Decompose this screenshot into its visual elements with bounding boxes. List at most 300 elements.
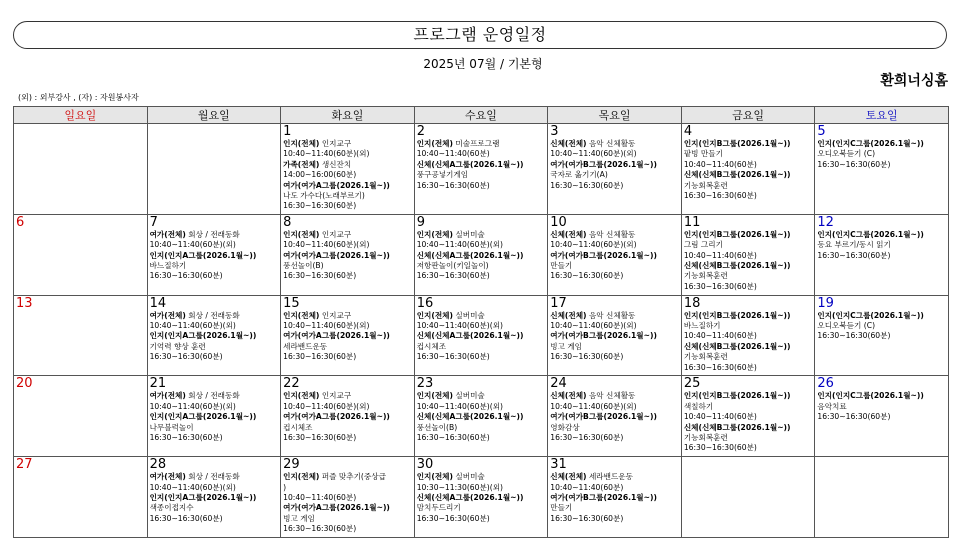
event-program-name: 생신잔치 xyxy=(321,159,352,169)
event-line xyxy=(417,391,546,401)
event-detail: 16:30~16:30(60분) xyxy=(683,281,757,291)
event-line xyxy=(684,433,813,443)
event-line xyxy=(550,342,679,352)
event-line xyxy=(283,240,412,250)
event-detail: 16:30~16:30(60분) xyxy=(283,352,357,362)
event-detail: 14:00~16:00(60분) xyxy=(283,170,357,180)
event-detail: 16:30~16:30(60분) xyxy=(817,250,891,260)
event-line xyxy=(283,191,412,201)
event-line xyxy=(550,391,679,401)
event-line xyxy=(283,503,412,513)
event-category: 신체(전체) xyxy=(550,472,587,482)
event-category: 여가(전체) xyxy=(149,391,186,401)
event-category: 인지(인지B그룹(2026.1월~)) xyxy=(683,229,791,239)
calendar-table xyxy=(13,106,949,538)
event-detail: 풍선놀이(B) xyxy=(416,422,458,432)
event-detail: 16:30~16:30(60분) xyxy=(550,432,624,442)
event-line xyxy=(150,402,279,412)
event-line xyxy=(283,149,412,159)
event-category: 인지(전체) xyxy=(283,310,320,320)
event-program-name: 퍼즐 맞추기(중상급 xyxy=(321,472,386,482)
calendar-day-cell xyxy=(548,376,682,457)
event-detail: 빙고 게임 xyxy=(283,513,315,523)
event-program-name: 회상 / 전래동화 xyxy=(188,310,240,320)
event-line xyxy=(550,149,679,159)
event-line xyxy=(150,311,279,321)
event-category: 신체(신체B그룹(2026.1월~)) xyxy=(683,341,791,351)
event-line xyxy=(550,472,679,482)
event-line xyxy=(283,230,412,240)
event-detail: 컵시체조 xyxy=(283,422,313,432)
event-category: 여가(전체) xyxy=(149,472,186,482)
day-number: 23 xyxy=(416,376,434,392)
event-line xyxy=(417,342,546,352)
event-detail: 10:40~11:40(60분)(외) xyxy=(416,240,504,250)
event-line xyxy=(283,160,412,170)
event-program-name: 세라밴드운동 xyxy=(588,472,633,482)
event-detail: 16:30~16:30(60분) xyxy=(683,191,757,201)
event-line xyxy=(684,139,813,149)
event-line xyxy=(550,503,679,513)
event-line xyxy=(550,181,679,191)
weekday-header-tue: 화요일 xyxy=(281,107,415,124)
event-line xyxy=(684,170,813,180)
schedule-subtitle: 2025년 07월 / 기본형 xyxy=(423,57,543,71)
event-line xyxy=(283,261,412,271)
event-line xyxy=(550,433,679,443)
event-detail: 16:30~16:30(60분) xyxy=(817,159,891,169)
event-program-name: 음악 신체활동 xyxy=(588,310,636,320)
calendar-day-cell xyxy=(548,214,682,295)
event-category: 여가(여가A그룹(2026.1월~)) xyxy=(283,503,390,513)
event-line xyxy=(817,331,946,341)
day-number: 8 xyxy=(283,214,292,230)
event-detail: 16:30~16:30(60분) xyxy=(149,513,223,523)
event-line xyxy=(283,391,412,401)
event-line xyxy=(684,149,813,159)
calendar-day-cell xyxy=(147,295,281,376)
event-line xyxy=(283,170,412,180)
event-detail: 10:40~11:40(60분)(외) xyxy=(149,320,236,330)
event-line xyxy=(283,352,412,362)
calendar-day-cell xyxy=(681,295,815,376)
day-number: 18 xyxy=(683,295,701,311)
day-number: 3 xyxy=(550,124,559,139)
event-line xyxy=(550,483,679,493)
event-category: 인지(전체) xyxy=(416,139,453,148)
event-detail: 16:30~16:30(60분) xyxy=(550,180,624,190)
event-line xyxy=(550,412,679,422)
event-line xyxy=(684,342,813,352)
event-line xyxy=(684,251,813,261)
event-line xyxy=(283,181,412,191)
calendar-day-cell xyxy=(414,214,548,295)
event-line xyxy=(283,342,412,352)
event-program-name: 인지교구 xyxy=(321,229,352,239)
day-number: 26 xyxy=(817,376,834,392)
day-number: 22 xyxy=(283,376,300,392)
day-number: 30 xyxy=(416,457,434,473)
event-category: 여가(여가B그룹(2026.1월~)) xyxy=(550,159,657,169)
event-line xyxy=(283,321,412,331)
calendar-day-cell xyxy=(14,295,148,376)
event-detail: 16:30~16:30(60분) xyxy=(283,271,357,281)
event-line xyxy=(283,493,412,503)
calendar-day-cell xyxy=(815,376,949,457)
event-detail: 16:30~16:30(60분) xyxy=(283,201,357,211)
event-line xyxy=(283,271,412,281)
event-line xyxy=(150,331,279,341)
event-category: 인지(전체) xyxy=(416,229,453,239)
event-category: 인지(인지A그룹(2026.1월~)) xyxy=(149,331,257,341)
calendar-day-cell xyxy=(548,457,682,538)
event-line xyxy=(150,391,279,401)
event-line xyxy=(817,412,946,422)
event-line xyxy=(817,149,946,159)
event-line xyxy=(417,149,546,159)
event-line xyxy=(283,251,412,261)
calendar-day-cell xyxy=(414,295,548,376)
event-detail: 10:40~11:40(60분)(외) xyxy=(550,149,637,159)
event-line xyxy=(417,423,546,433)
event-line xyxy=(417,251,546,261)
event-detail: 16:30~16:30(60분) xyxy=(149,271,223,281)
calendar-day-cell xyxy=(681,457,815,538)
event-line xyxy=(684,402,813,412)
event-line xyxy=(817,251,946,261)
event-detail: 세라밴드운동 xyxy=(283,341,328,351)
event-category: 신체(신체A그룹(2026.1월~)) xyxy=(416,412,524,422)
calendar-day-cell xyxy=(147,214,281,295)
event-category: 인지(인지B그룹(2026.1월~)) xyxy=(683,310,791,320)
day-number: 6 xyxy=(16,214,25,230)
calendar-day-cell xyxy=(815,124,949,215)
event-program-name: 회상 / 전래동화 xyxy=(188,229,240,239)
event-detail: 10:40~11:40(60분)(외) xyxy=(149,240,236,250)
event-line xyxy=(550,402,679,412)
event-line xyxy=(417,402,546,412)
calendar-day-cell xyxy=(281,214,415,295)
calendar-day-cell xyxy=(147,124,281,215)
event-detail: 16:30~16:30(60분) xyxy=(550,352,624,362)
event-program-name: 실버미술 xyxy=(455,310,485,320)
day-number: 20 xyxy=(16,376,33,392)
calendar-day-cell xyxy=(281,124,415,215)
event-line xyxy=(417,230,546,240)
day-number: 13 xyxy=(16,295,33,311)
event-detail: 16:30~16:30(60분) xyxy=(683,443,757,453)
event-line xyxy=(817,391,946,401)
event-line xyxy=(817,240,946,250)
event-line xyxy=(817,139,946,149)
event-category: 여가(여가A그룹(2026.1월~)) xyxy=(283,412,390,422)
calendar-week-row xyxy=(14,295,949,376)
event-line xyxy=(283,524,412,534)
event-line xyxy=(150,240,279,250)
event-detail: 색칠하기 xyxy=(683,401,714,411)
event-category: 신체(신체A그룹(2026.1월~)) xyxy=(416,492,524,502)
event-category: 인지(인지C그룹(2026.1월~)) xyxy=(817,391,924,401)
event-detail: 기능회복훈련 xyxy=(683,271,728,281)
event-detail: 풍선놀이(B) xyxy=(283,260,324,270)
event-line xyxy=(817,230,946,240)
event-line xyxy=(684,311,813,321)
event-category: 인지(전체) xyxy=(283,229,320,239)
event-line xyxy=(550,311,679,321)
event-detail: 16:30~16:30(60분) xyxy=(416,432,490,442)
event-detail: 빙고 게임 xyxy=(550,341,583,351)
event-line xyxy=(417,311,546,321)
event-program-name: 회상 / 전래동화 xyxy=(188,391,240,401)
event-detail: 기능회복훈련 xyxy=(683,352,728,362)
legend-text: (외) : 외부강사 , (자) : 자원봉사자 xyxy=(18,93,139,102)
calendar-week-row xyxy=(14,214,949,295)
event-line xyxy=(150,261,279,271)
event-line xyxy=(417,433,546,443)
event-line xyxy=(817,321,946,331)
event-detail: 16:30~16:30(60분) xyxy=(416,513,490,523)
calendar-day-cell xyxy=(281,376,415,457)
event-detail: 오디오북듣기 (C) xyxy=(817,320,876,330)
event-line xyxy=(684,321,813,331)
event-detail: 맘치두드리기 xyxy=(416,503,461,513)
event-detail: 16:30~16:30(60분) xyxy=(817,331,891,341)
event-line xyxy=(550,170,679,180)
event-category: 여가(전체) xyxy=(149,310,186,320)
day-number: 24 xyxy=(550,376,567,392)
event-detail: 10:40~11:40(60분)(외) xyxy=(283,240,370,250)
event-detail: 10:40~11:40(60분)(외) xyxy=(283,149,370,159)
event-line xyxy=(283,139,412,149)
day-number: 29 xyxy=(283,457,300,473)
event-detail: 10:40~11:40(60분) xyxy=(683,159,757,169)
event-program-name: 실버미술 xyxy=(455,229,485,239)
event-detail: 그림 그리기 xyxy=(683,240,723,250)
event-category: 인지(전체) xyxy=(283,391,320,401)
event-program-name: 실버미술 xyxy=(455,391,485,401)
event-category: 인지(전체) xyxy=(416,391,453,401)
day-number: 31 xyxy=(550,457,567,473)
event-category: 인지(전체) xyxy=(416,310,453,320)
event-line xyxy=(684,191,813,201)
calendar-day-cell xyxy=(14,124,148,215)
calendar-week-row xyxy=(14,376,949,457)
event-detail: 16:30~16:30(60분) xyxy=(283,432,357,442)
event-detail: 10:30~11:30(60분)(외) xyxy=(416,482,504,492)
event-detail: 오디오북듣기 (C) xyxy=(817,149,876,159)
event-category: 여가(여가A그룹(2026.1월~)) xyxy=(283,331,390,341)
event-detail: 기억력 향상 훈련 xyxy=(149,341,206,351)
event-program-name: 인지교구 xyxy=(321,310,352,320)
calendar-day-cell xyxy=(147,457,281,538)
event-program-name: 인지교구 xyxy=(321,391,352,401)
event-detail: 16:30~16:30(60분) xyxy=(416,271,490,281)
event-detail: 영화감상 xyxy=(550,422,580,432)
event-line xyxy=(150,251,279,261)
event-detail: 10:40~11:40(60분) xyxy=(683,331,757,341)
event-program-name: 음악 신체활동 xyxy=(588,229,636,239)
event-line xyxy=(283,201,412,211)
event-detail: 동요 부르기/동시 읽기 xyxy=(817,240,891,250)
event-line xyxy=(417,139,546,149)
event-line xyxy=(684,363,813,373)
event-line xyxy=(283,472,412,482)
event-line xyxy=(150,483,279,493)
calendar-day-cell xyxy=(14,214,148,295)
event-line xyxy=(417,331,546,341)
event-line xyxy=(684,271,813,281)
day-number: 1 xyxy=(283,124,292,139)
event-category: 인지(인지A그룹(2026.1월~)) xyxy=(149,492,257,502)
event-detail: 16:30~16:30(60분) xyxy=(149,432,223,442)
event-line xyxy=(417,483,546,493)
event-detail: 16:30~16:30(60분) xyxy=(149,352,223,362)
day-number: 12 xyxy=(817,214,834,230)
event-category: 인지(전체) xyxy=(283,472,320,482)
event-detail: 기능회복훈련 xyxy=(683,432,728,442)
event-detail: 10:40~11:40(60분) xyxy=(550,482,624,492)
event-line xyxy=(550,493,679,503)
event-line xyxy=(417,493,546,503)
event-category: 인지(인지A그룹(2026.1월~)) xyxy=(149,250,257,260)
event-detail: 10:40~11:40(60분)(외) xyxy=(550,320,637,330)
event-line xyxy=(684,181,813,191)
event-detail: 10:40~11:40(60분) xyxy=(283,492,357,502)
event-category: 인지(인지C그룹(2026.1월~)) xyxy=(817,310,924,320)
event-line xyxy=(550,261,679,271)
event-line xyxy=(283,412,412,422)
event-line xyxy=(684,423,813,433)
event-line xyxy=(283,311,412,321)
event-line xyxy=(417,181,546,191)
event-detail: 10:40~11:40(60분)(외) xyxy=(149,401,236,411)
day-number: 25 xyxy=(683,376,701,392)
day-number: 11 xyxy=(683,214,701,230)
calendar-week-row xyxy=(14,124,949,215)
event-line xyxy=(817,160,946,170)
day-number: 17 xyxy=(550,295,567,311)
day-number: 10 xyxy=(550,214,567,230)
event-line xyxy=(417,271,546,281)
event-detail: 10:40~11:40(60분) xyxy=(683,250,757,260)
calendar-day-cell xyxy=(281,457,415,538)
event-category: 신체(전체) xyxy=(550,139,587,148)
event-line xyxy=(550,251,679,261)
calendar-day-cell xyxy=(14,376,148,457)
weekday-header-wed: 수요일 xyxy=(414,107,548,124)
event-detail: 컵시체조 xyxy=(416,341,447,351)
event-line xyxy=(150,352,279,362)
event-detail: 16:30~16:30(60분) xyxy=(416,180,490,190)
calendar-day-cell xyxy=(815,214,949,295)
event-detail: 음악치료 xyxy=(817,401,847,411)
event-program-name: 미술프로그램 xyxy=(455,139,500,148)
calendar-day-cell xyxy=(281,295,415,376)
day-number: 15 xyxy=(283,295,300,311)
calendar-day-cell xyxy=(815,457,949,538)
calendar-day-cell xyxy=(681,124,815,215)
event-category: 인지(전체) xyxy=(283,139,320,148)
weekday-header-sun: 일요일 xyxy=(14,107,148,124)
event-line xyxy=(283,483,412,493)
event-line xyxy=(150,271,279,281)
calendar-day-cell xyxy=(14,457,148,538)
event-line xyxy=(150,514,279,524)
event-detail: 16:30~16:30(60분) xyxy=(416,352,490,362)
organization-name: 환희너싱홈 xyxy=(880,73,948,89)
event-line xyxy=(417,321,546,331)
event-program-name: 인지교구 xyxy=(321,139,352,148)
event-detail: 10:40~11:40(60분) xyxy=(683,412,757,422)
event-detail: 10:40~11:40(60분)(외) xyxy=(550,240,637,250)
event-category: 신체(신체B그룹(2026.1월~)) xyxy=(683,260,791,270)
event-line xyxy=(817,402,946,412)
event-detail: 16:30~16:30(60분) xyxy=(550,513,624,523)
day-number: 2 xyxy=(416,124,425,139)
event-category: 신체(신체B그룹(2026.1월~)) xyxy=(683,422,791,432)
weekday-header-fri: 금요일 xyxy=(681,107,815,124)
event-line xyxy=(684,391,813,401)
day-number: 19 xyxy=(817,295,834,311)
event-category: 인지(인지B그룹(2026.1월~)) xyxy=(683,139,791,148)
calendar-day-cell xyxy=(681,214,815,295)
event-category: 여가(여가A그룹(2026.1월~)) xyxy=(283,250,390,260)
event-line xyxy=(417,160,546,170)
event-detail: 10:40~11:40(60분) xyxy=(416,149,490,159)
event-program-name: 회상 / 전래동화 xyxy=(188,472,240,482)
event-line xyxy=(150,503,279,513)
event-category: 신체(신체A그룹(2026.1월~)) xyxy=(416,331,524,341)
day-number: 9 xyxy=(416,214,425,230)
event-line xyxy=(150,472,279,482)
event-line xyxy=(417,352,546,362)
event-detail: 나도 가수다(노래부르기) xyxy=(283,191,365,201)
event-category: 신체(신체B그룹(2026.1월~)) xyxy=(683,170,791,180)
weekday-header-sat: 토요일 xyxy=(815,107,949,124)
event-category: 신체(전체) xyxy=(550,310,587,320)
event-category: 여가(여가B그룹(2026.1월~)) xyxy=(550,250,657,260)
event-detail: 10:40~11:40(60분)(외) xyxy=(416,320,504,330)
event-line xyxy=(150,423,279,433)
event-line xyxy=(417,170,546,180)
event-category: 여가(여가B그룹(2026.1월~)) xyxy=(550,412,657,422)
event-detail: 10:40~11:40(60분)(외) xyxy=(550,401,637,411)
day-number: 5 xyxy=(817,124,826,139)
day-number: 7 xyxy=(149,214,158,230)
event-category: 인지(전체) xyxy=(416,472,453,482)
event-line xyxy=(150,321,279,331)
event-detail: 저항판놀이(키일놀이) xyxy=(416,260,489,270)
event-detail: 나무블럭놀이 xyxy=(149,422,194,432)
day-number: 27 xyxy=(16,457,33,473)
event-line xyxy=(283,433,412,443)
page-title: 프로그램 운영일정 xyxy=(13,21,947,49)
calendar-day-cell xyxy=(414,124,548,215)
weekday-header-thu: 목요일 xyxy=(548,107,682,124)
event-line xyxy=(550,423,679,433)
event-line xyxy=(550,160,679,170)
event-detail: 10:40~11:40(60분)(외) xyxy=(149,482,236,492)
event-program-name: 음악 신체활동 xyxy=(588,391,636,401)
day-number: 4 xyxy=(683,124,693,139)
event-category: 신체(신체A그룹(2026.1월~)) xyxy=(416,250,524,260)
event-line xyxy=(550,271,679,281)
event-category: 인지(인지B그룹(2026.1월~)) xyxy=(683,391,791,401)
event-detail: 팥빙 만들기 xyxy=(683,149,723,159)
event-category: 여가(여가B그룹(2026.1월~)) xyxy=(550,331,657,341)
event-line xyxy=(417,240,546,250)
calendar-week-row xyxy=(14,457,949,538)
